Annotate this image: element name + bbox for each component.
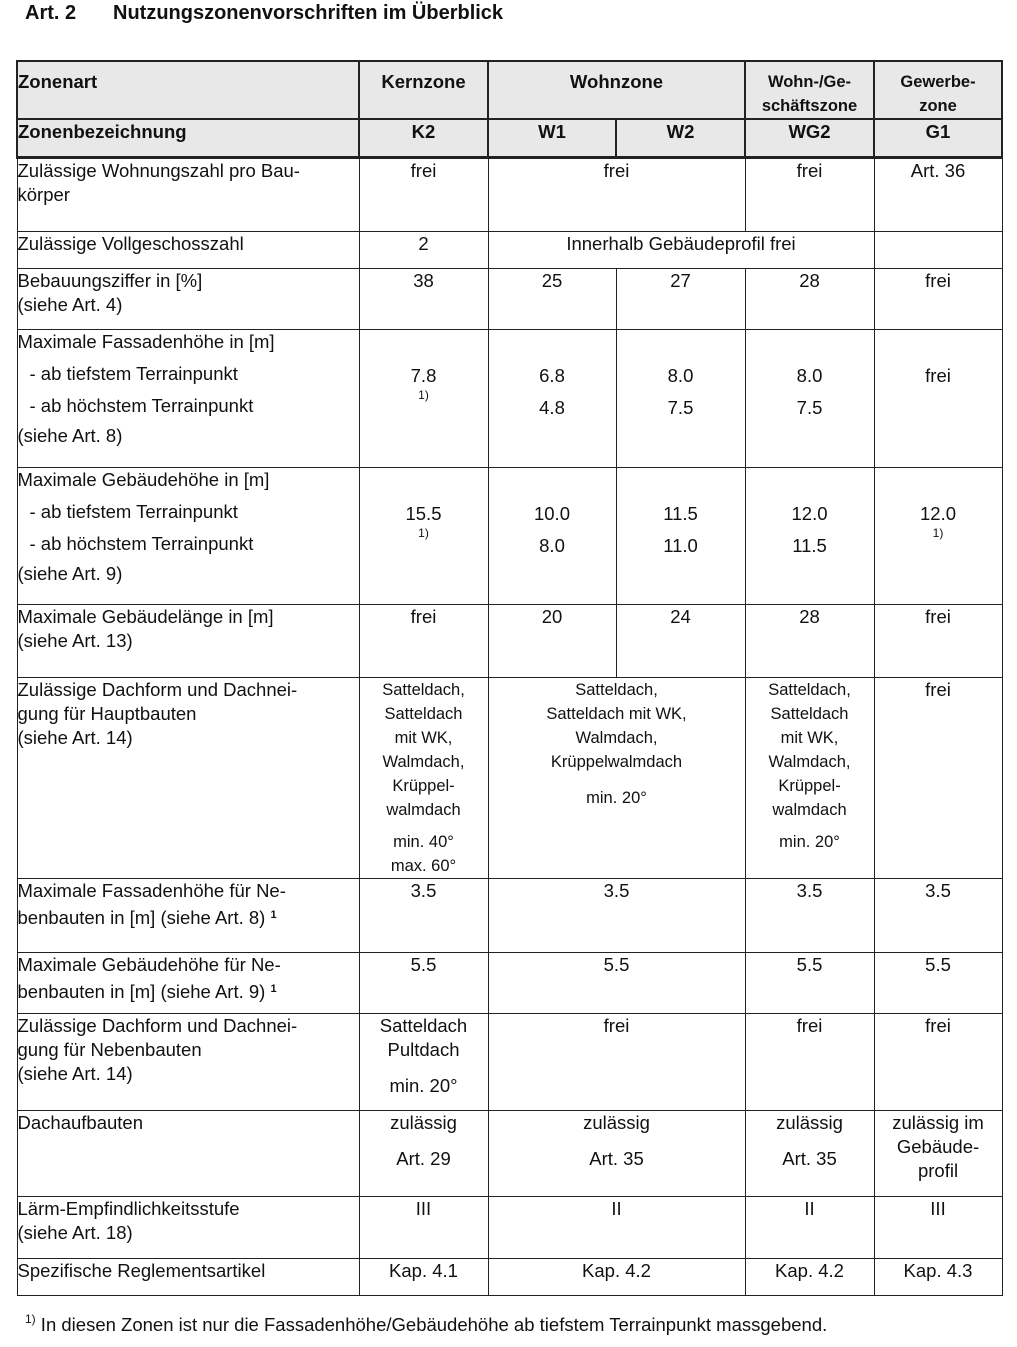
cell-w2: 8.0 7.5	[616, 329, 745, 467]
cell-g1: frei	[874, 329, 1002, 467]
cell-w1: 25	[488, 268, 616, 329]
cell-k2: 15.5 1)	[359, 467, 488, 604]
row-wohnungszahl	[17, 157, 1002, 231]
cell-k2: 38	[359, 268, 488, 329]
cell-wg2: Satteldach, Satteldach mit WK, Walmdach, Krüppel- walmdach min. 20°	[745, 677, 874, 878]
row-bebauungsziffer	[17, 268, 1002, 329]
label-gebaeudelaenge: Maximale Gebäudelänge in [m] (siehe Art. 13)	[17, 604, 359, 677]
row-vollgeschoss	[17, 231, 1002, 268]
label-dachform-nebenbauten: Zulässige Dachform und Dachnei- gung für Nebenbauten (siehe Art. 14)	[17, 1013, 359, 1110]
header-row-zone-code	[17, 119, 1002, 157]
cell-wohn: frei	[488, 157, 745, 231]
cell-wohn-wg: Innerhalb Gebäudeprofil frei	[488, 231, 874, 268]
cell-wohn: 3.5	[488, 878, 745, 952]
cell-wohn: 5.5	[488, 952, 745, 1013]
label-gebaeudehoehe: Maximale Gebäudehöhe in [m] - ab tiefstem Terrainpunkt - ab höchstem Terrainpunkt (siehe Art. 9)	[17, 467, 359, 604]
cell-wg2: 5.5	[745, 952, 874, 1013]
cell-k2: III	[359, 1196, 488, 1258]
header-w2: W2	[616, 119, 745, 157]
cell-wg2: zulässig Art. 35	[745, 1110, 874, 1196]
cell-k2: 7.8 1)	[359, 329, 488, 467]
cell-g1: III	[874, 1196, 1002, 1258]
row-dachaufbauten	[17, 1110, 1002, 1196]
cell-w2: 24	[616, 604, 745, 677]
cell-g1: 3.5	[874, 878, 1002, 952]
cell-k2: 2	[359, 231, 488, 268]
cell-w1: 6.8 4.8	[488, 329, 616, 467]
cell-k2: zulässig Art. 29	[359, 1110, 488, 1196]
row-gebaeudehoehe	[17, 467, 1002, 604]
header-wohn-geschaeftszone: Wohn-/Ge- schäftszone	[745, 61, 874, 119]
footnote	[25, 1312, 827, 1336]
cell-wg2: 28	[745, 604, 874, 677]
cell-k2: Kap. 4.1	[359, 1258, 488, 1295]
cell-g1: 5.5	[874, 952, 1002, 1013]
label-reglementsartikel: Spezifische Reglementsartikel	[17, 1258, 359, 1295]
cell-wg2: 12.0 11.5	[745, 467, 874, 604]
cell-wg2: frei	[745, 157, 874, 231]
cell-w1: 10.0 8.0	[488, 467, 616, 604]
row-fassadenhoehe	[17, 329, 1002, 467]
cell-wg2: Kap. 4.2	[745, 1258, 874, 1295]
cell-k2: Satteldach Pultdach min. 20°	[359, 1013, 488, 1110]
cell-k2: 3.5	[359, 878, 488, 952]
header-wg2: WG2	[745, 119, 874, 157]
cell-g1: Kap. 4.3	[874, 1258, 1002, 1295]
label-dachform-hauptbauten: Zulässige Dachform und Dachnei- gung für Hauptbauten (siehe Art. 14)	[17, 677, 359, 878]
cell-g1: frei	[874, 1013, 1002, 1110]
article-number: Art. 2	[25, 2, 77, 24]
label-wohnungszahl: Zulässige Wohnungszahl pro Bau- körper	[17, 157, 359, 231]
cell-k2: frei	[359, 604, 488, 677]
cell-g1: frei	[874, 677, 1002, 878]
page-heading	[25, 2, 503, 25]
cell-w1: 20	[488, 604, 616, 677]
label-bebauungsziffer: Bebauungsziffer in [%] (siehe Art. 4)	[17, 268, 359, 329]
row-gebaeudelaenge	[17, 604, 1002, 677]
cell-wohn: frei	[488, 1013, 745, 1110]
label-fassadenhoehe-nebenbauten: Maximale Fassadenhöhe für Ne- benbauten in [m] (siehe Art. 8) $^1$	[17, 878, 359, 952]
row-dachform-nebenbauten	[17, 1013, 1002, 1110]
row-reglementsartikel	[17, 1258, 1002, 1295]
header-wohnzone: Wohnzone	[488, 61, 745, 119]
cell-w2: 27	[616, 268, 745, 329]
header-zonenbezeichnung: Zonenbezeichnung	[17, 119, 359, 157]
cell-g1: frei	[874, 268, 1002, 329]
cell-k2: frei	[359, 157, 488, 231]
row-gebaeudehoehe-nebenbauten	[17, 952, 1002, 1013]
cell-g1: 12.0 1)	[874, 467, 1002, 604]
row-laerm	[17, 1196, 1002, 1258]
cell-g1: frei	[874, 604, 1002, 677]
label-vollgeschoss: Zulässige Vollgeschosszahl	[17, 231, 359, 268]
label-fassadenhoehe: Maximale Fassadenhöhe in [m] - ab tiefstem Terrainpunkt - ab höchstem Terrainpunkt (siehe Art. 8)	[17, 329, 359, 467]
cell-g1: Art. 36	[874, 157, 1002, 231]
cell-w2: 11.5 11.0	[616, 467, 745, 604]
header-k2: K2	[359, 119, 488, 157]
header-gewerbezone: Gewerbe- zone	[874, 61, 1002, 119]
cell-wg2: 3.5	[745, 878, 874, 952]
label-dachaufbauten: Dachaufbauten	[17, 1110, 359, 1196]
cell-wohn: Kap. 4.2	[488, 1258, 745, 1295]
header-zonenart: Zonenart	[17, 61, 359, 119]
cell-g1: zulässig im Gebäude- profil	[874, 1110, 1002, 1196]
header-row-zone-type	[17, 61, 1002, 119]
cell-wg2: II	[745, 1196, 874, 1258]
cell-wohn: Satteldach, Satteldach mit WK, Walmdach, Krüppelwalmdach min. 20°	[488, 677, 745, 878]
label-laerm: Lärm-Empfindlichkeitsstufe (siehe Art. 18)	[17, 1196, 359, 1258]
row-dachform-hauptbauten	[17, 677, 1002, 878]
cell-k2: Satteldach, Satteldach mit WK, Walmdach, Krüppel- walmdach min. 40° max. 60°	[359, 677, 488, 878]
article-title: Nutzungszonenvorschriften im Überblick	[113, 2, 504, 24]
cell-wg2: 8.0 7.5	[745, 329, 874, 467]
cell-g1	[874, 231, 1002, 268]
cell-k2: 5.5	[359, 952, 488, 1013]
footnote-mark: 1)	[25, 1312, 36, 1326]
cell-wg2: 28	[745, 268, 874, 329]
header-g1: G1	[874, 119, 1002, 157]
header-w1: W1	[488, 119, 616, 157]
header-kernzone: Kernzone	[359, 61, 488, 119]
cell-wohn: zulässig Art. 35	[488, 1110, 745, 1196]
label-gebaeudehoehe-nebenbauten: Maximale Gebäudehöhe für Ne- benbauten in [m] (siehe Art. 9) $^1$	[17, 952, 359, 1013]
row-fassadenhoehe-nebenbauten	[17, 878, 1002, 952]
footnote-text: In diesen Zonen ist nur die Fassadenhöhe/Gebäudehöhe ab tiefstem Terrainpunkt massgebend.	[35, 1314, 828, 1335]
cell-wohn: II	[488, 1196, 745, 1258]
zone-regulations-table	[16, 60, 1003, 1296]
cell-wg2: frei	[745, 1013, 874, 1110]
